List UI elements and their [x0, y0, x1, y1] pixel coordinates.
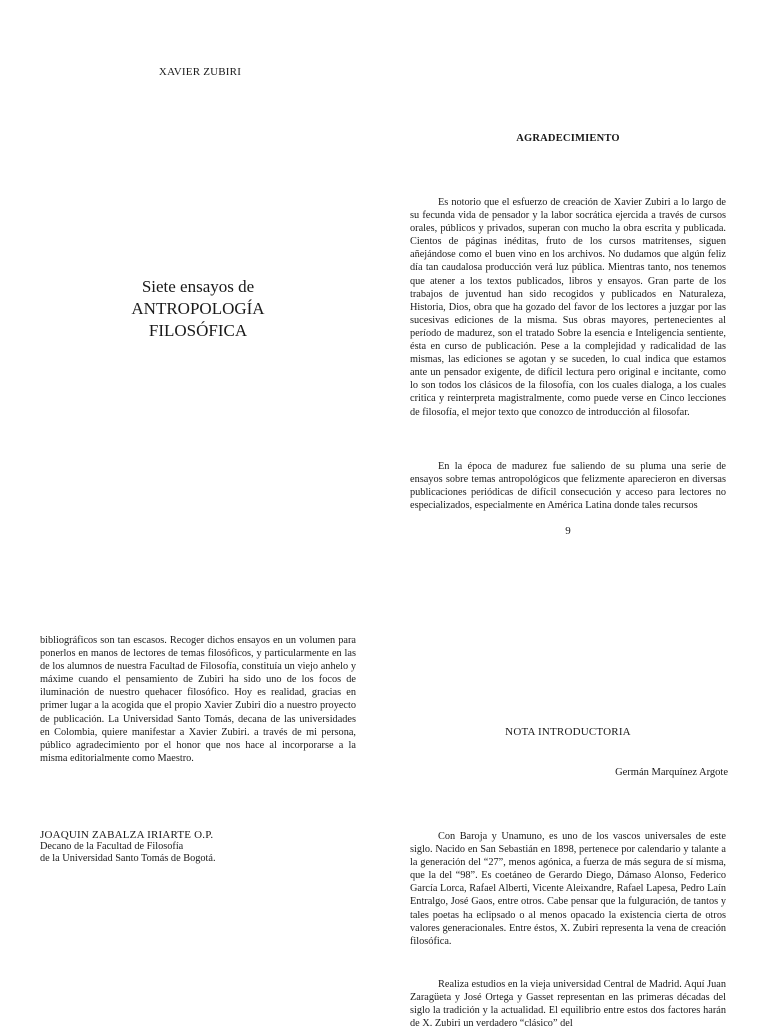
book-title-line-3: FILOSÓFICA — [148, 321, 248, 340]
introduction-paragraph-2: Realiza estudios en la vieja universidad Central de Madrid. Aquí Juan Zaragüeta y José Ortega y Gasset representan en las primeras décadas del siglo la tradición y la actualidad. El equilibrio entre estos dos factores harán de X. Zubiri un verdadero “clásico” del — [410, 979, 726, 1030]
introduction-paragraph-1: Con Baroja y Unamuno, es uno de los vascos universales de este siglo. Nacido en San Sebastián en 1898, pertenece por calendario y talante a la generación del “27”, menos agónica, a fuerza de más segura de sí misma, que la del “98”. Es coetáneo de Gerardo Diego, Dámaso Alonso, Federico García Lorca, Rafael Alberti, Vicente Aleixandre, Rafael Lapesa, Pedro Laín Entralgo, José Gaos, entre otros. Cabe pensar que la fulguración, de tantos y tales poetas ha eclipsado o al menos opacado la existencia cierta de otros valores generacionales. Entre éstos, X. Zubiri representa la vena de creación filosófica. — [410, 831, 726, 947]
page-number: 9 — [565, 525, 571, 537]
signature-block — [40, 829, 356, 865]
book-title-line-1: Siete ensayos de — [141, 277, 255, 296]
acknowledgement-paragraph-2: En la época de madurez fue saliendo de su pluma una serie de ensayos sobre temas antropológicos que felizmente aparecieron en diversas publicaciones periódicas de difícil consecución y acceso para lectores no especializados, especialmente en América Latina donde tales recursos — [410, 461, 726, 512]
signature-title-line-2: de la Universidad Santo Tomás de Bogotá. — [40, 853, 216, 864]
acknowledgement-paragraph-1: Es notorio que el esfuerzo de creación de Xavier Zubiri a lo largo de su fecunda vida de pensador y la labor socrática ejercida a través de cursos orales, públicos y privados, superan con mucho la obra escrita y publicada. Cientos de páginas inéditas, fruto de los cursos matritenses, siguen añejándose como el buen vino en los archivos. No dudamos que algún feliz día tan caudalosa producción verá luz pública. Mientras tanto, nos tenemos que atener a los textos publicados, libros y ensayos. Gran parte de los trabajos de juventud han sido recogidos y publicados en Naturaleza, Historia, Dios, obra que ha gozado del favor de los lectores a juzgar por las sucesivas ediciones de la misma. Sus obras mayores, pertenecientes al período de madurez, son el tratado Sobre la esencia e Inteligencia sentiente, ésta en curso de publicación. Pese a la complejidad y radicalidad de las mismas, las ediciones se agotan y se suceden, lo cual indica que estamos ante un pensador exigente, de difícil lectura pero original e incitante, como lo son todos los clásicos de la filosofía, con los cuales dialoga, a los cuales critica y reinterpreta magistralmente, como puede verse en Cinco lecciones de filosofía, el mejor texto que conozco de introducción al filosofar. — [410, 197, 726, 418]
book-title — [80, 276, 316, 342]
acknowledgement-continuation: bibliográficos son tan escasos. Recoger dichos ensayos en un volumen para ponerlos en manos de lectores de temas filosóficos, y particularmente en las de los alumnos de nuestra Facultad de Filosofía, constituía un viejo anhelo y máxime cuando el pensamiento de Zubiri ha sido uno de los focos de iluminación de nuestro quehacer filosófico. Hoy es realidad, gracias en primer lugar a la acogida que el propio Xavier Zubiri dio a nuestro proyecto de publicación. La Universidad Santo Tomás, decana de las universidades en Colombia, quiere manifestar a Xavier Zubiri. a través de mi persona, público agradecimiento por el honor que nos hace al incorporarse a la misma editorialmente como Maestro. — [40, 635, 356, 764]
book-title-line-2: ANTROPOLOGÍA — [131, 299, 265, 318]
signature-title-line-1: Decano de la Facultad de Filosofía — [40, 841, 184, 852]
author-name: XAVIER ZUBIRI — [158, 66, 242, 78]
acknowledgement-heading: AGRADECIMIENTO — [516, 133, 620, 144]
signature-name: JOAQUIN ZABALZA IRIARTE O.P. — [40, 829, 214, 841]
introduction-heading: NOTA INTRODUCTORIA — [505, 726, 631, 738]
introduction-author: Germán Marquínez Argote — [615, 767, 728, 778]
